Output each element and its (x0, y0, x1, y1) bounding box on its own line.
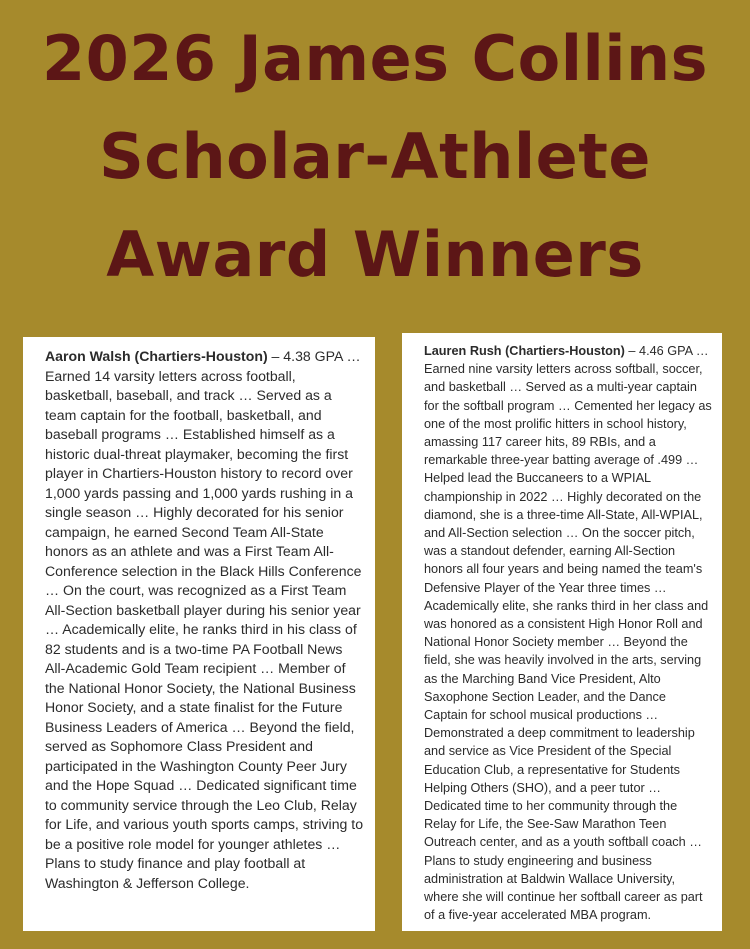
title-line-1: 2026 James Collins (41, 22, 709, 95)
winner-name: Lauren Rush (Chartiers-Houston) (424, 344, 625, 358)
title-line-2: Scholar-Athlete (99, 120, 651, 193)
title-line-3: Award Winners (106, 218, 644, 291)
winner-name: Aaron Walsh (Chartiers-Houston) (45, 348, 268, 364)
winner-card-lauren-rush (402, 333, 722, 931)
winner-bio: – 4.38 GPA … Earned 14 varsity letters across football, basketball, baseball, and track … Served as a team captain for the football, basketball, and baseball programs … Established himself as a historic dual-threat playmaker, becoming the first player in Chartiers-Houston history to record over 1,000 yards passing and 1,000 yards rushing in a single season … Highly decorated for his senior campaign, he earned Second Team All-State honors as an athlete and was a First Team All-Conference selection in the Black Hills Conference … On the court, was recognized as a First Team All-Section basketball player during his senior year … Academically elite, he ranks third in his class of 82 students and is a two-time PA Football News All-Academic Gold Team recipient … Member of the National Honor Society, the National Business Honor Society, and a state finalist for the Future Business Leaders of America … Beyond the field, served as Sophomore Class President and participated in the Washington County Peer Jury and the Hope Squad … Dedicated significant time to community service through the Leo Club, Relay for Life, and various youth sports camps, striving to be a positive role model for younger athletes … Plans to study finance and play football at Washington & Jefferson College. (45, 348, 364, 891)
page-title (0, 10, 750, 304)
winner-bio: – 4.46 GPA … Earned nine varsity letters across softball, soccer, and basketball … Served as a multi-year captain for the softball program … Cemented her legacy as one of the most prolific hitters in school history, amassing 117 career hits, 89 RBIs, and a remarkable three-year batting average of .499 … Helped lead the Buccaneers to a WPIAL championship in 2022 … Highly decorated on the diamond, she is a three-time All-State, All-WPIAL, and All-Section selection … On the soccer pitch, was a standout defender, earning All-Section honors all four years and being named the team's Defensive Player of the Year three times … Academically elite, she ranks third in her class and was honored as a consistent High Honor Roll and National Honor Society member … Beyond the field, she was heavily involved in the arts, serving as the Marching Band Vice President, Alto Saxophone Section Leader, and the Dance Captain for school musical productions … Demonstrated a deep commitment to leadership and service as Vice President of the Special Education Club, a representative for Students Helping Others (SHO), and a peer tutor … Dedicated time to her community through the Relay for Life, the See-Saw Marathon Teen Outreach center, and as a youth softball coach … Plans to study engineering and business administration at Baldwin Wallace University, where she will continue her softball career as part of a five-year accelerated MBA program. (424, 344, 712, 923)
winner-card-aaron-walsh (23, 337, 375, 931)
